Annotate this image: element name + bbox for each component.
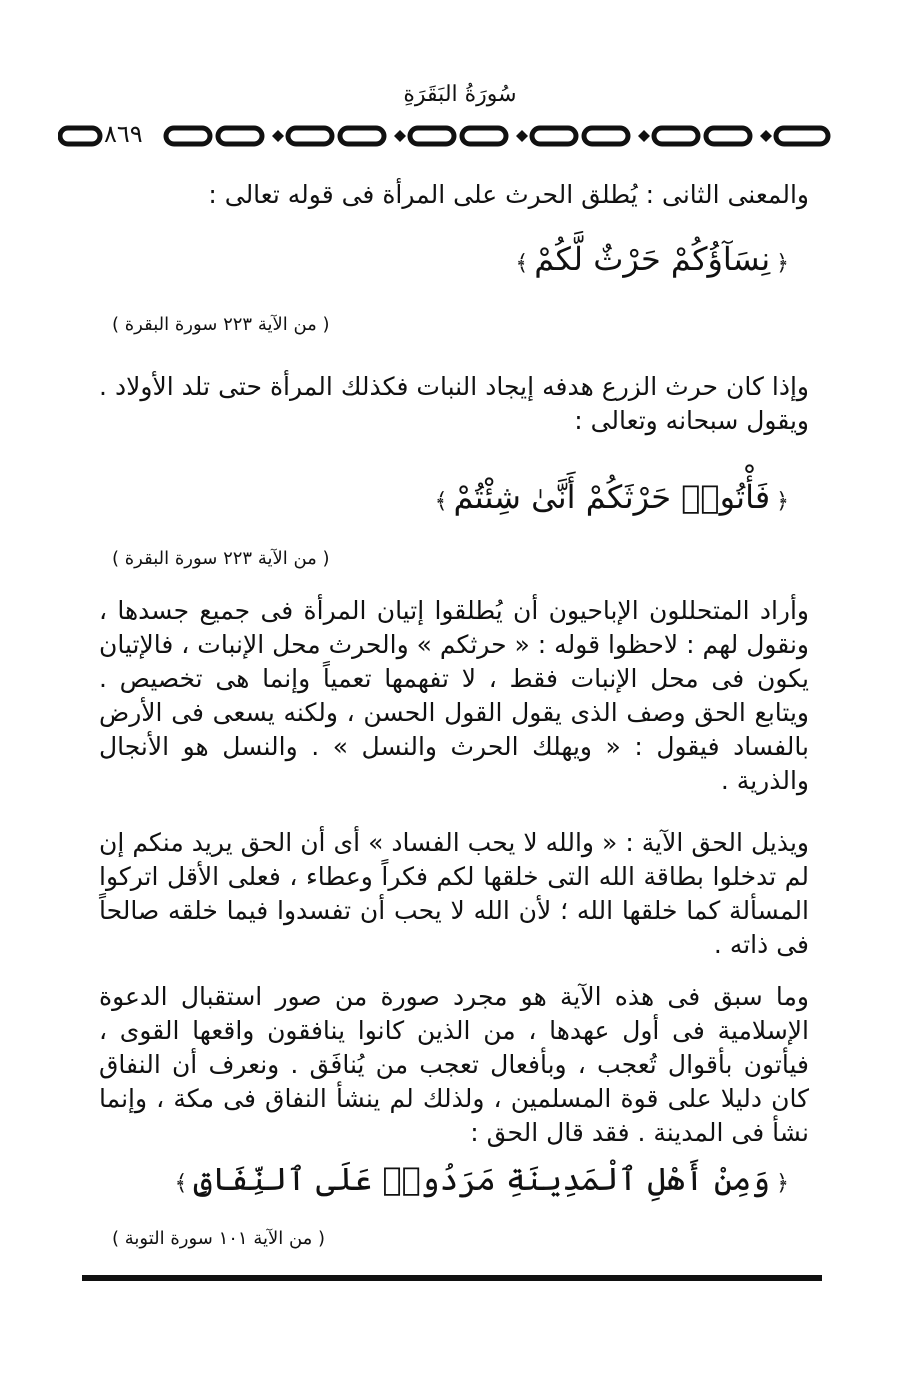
quran-verse-1 <box>509 240 795 278</box>
verse-text: وَمِنْ أَهْلِ ٱلْمَدِينَةِ مَرَدُوا۟ عَلَى ٱلنِّفَاقِ <box>193 1160 771 1198</box>
verse-open-ornament: ﴿ <box>776 251 789 276</box>
quran-verse-3 <box>168 1160 795 1198</box>
verse-text: فَأْتُوا۟ حَرْثَكُمْ أَنَّىٰ شِئْتُمْ <box>453 478 771 516</box>
verse-text: نِسَآؤُكُمْ حَرْثٌ لَّكُمْ <box>534 240 771 278</box>
paragraph-3: وأراد المتحللون الإباحيون أن يُطلقوا إتيان المرأة فى جميع جسدها ، ونقول لهم : لاحظوا قوله : « حرثكم » والحرث محل الإنبات ، فالإتيان يكون فى محل الإنبات فقط ، لا تفهمها تعمياً وإنما هى تخصيص . ويتابع الحق وصف الذى يقول القول الحسن ، ولكنه يسعى فى الأرض بالفساد فيقول : « ويهلك الحرث والنسل » . والنسل هو الأنجال والذرية . <box>99 596 809 795</box>
header-ornament-border <box>58 118 838 154</box>
verse-close-ornament: ﴾ <box>434 489 448 514</box>
verse-reference-1: ( من الآية ٢٢٣ سورة البقرة ) <box>112 314 330 335</box>
verse-close-ornament: ﴾ <box>515 251 529 276</box>
verse-close-ornament: ﴾ <box>174 1171 188 1196</box>
surah-title: سُورَةُ البَقَرَةِ <box>403 82 517 107</box>
verse-reference-3: ( من الآية ١٠١ سورة التوبة ) <box>112 1228 326 1249</box>
paragraph-1: والمعنى الثانى : يُطلق الحرث على المرأة فى قوله تعالى : <box>208 180 809 209</box>
footer-rule <box>82 1275 822 1281</box>
paragraph-2: وإذا كان حرث الزرع هدفه إيجاد النبات فكذلك المرأة حتى تلد الأولاد . ويقول سبحانه وتعالى : <box>99 372 809 435</box>
verse-open-ornament: ﴿ <box>776 489 789 514</box>
verse-open-ornament: ﴿ <box>776 1171 789 1196</box>
page-number: ٨٦٩ <box>104 120 143 148</box>
paragraph-5: وما سبق فى هذه الآية هو مجرد صورة من صور استقبال الدعوة الإسلامية فى أول عهدها ، من الذين كانوا ينافقون واقعها القوى ، فيأتون بأقوال تُعجب ، وبأفعال تعجب من يُنافَق . ونعرف أن النفاق كان دليلا على قوة المسلمين ، ولذلك لم ينشأ النفاق فى مكة ، وإنما نشأ فى المدينة . فقد قال الحق : <box>99 982 809 1147</box>
quran-verse-2 <box>429 478 795 516</box>
verse-reference-2: ( من الآية ٢٢٣ سورة البقرة ) <box>112 548 330 569</box>
paragraph-4: ويذيل الحق الآية : « والله لا يحب الفساد » أى أن الحق يريد منكم إن لم تدخلوا بطاقة الله التى خلقها لكم فكراً وعطاء ، فعلى الأقل اتركوا المسألة كما خلقها الله ؛ لأن الله لا يحب أن تفسدوا فيما خلقه صالحاً فى ذاته . <box>99 828 809 959</box>
